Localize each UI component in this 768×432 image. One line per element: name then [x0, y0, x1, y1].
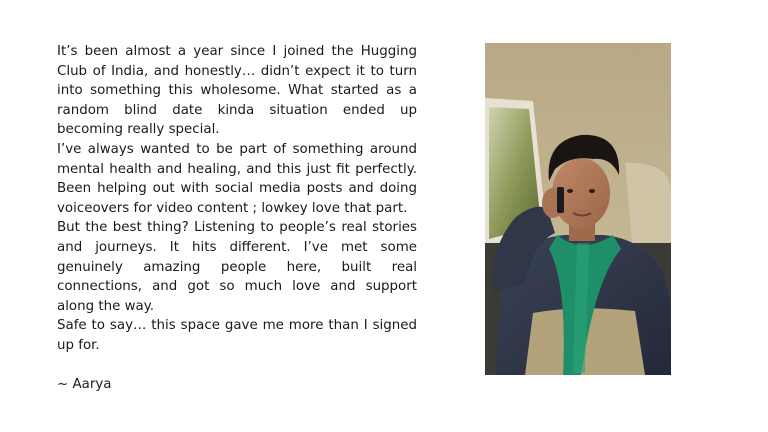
signature: ~ Aarya: [57, 377, 112, 393]
left-eye: [567, 189, 573, 193]
right-eye: [589, 189, 595, 193]
phone-icon: [557, 187, 564, 213]
testimonial-text: [57, 42, 417, 395]
paragraph-2: I’ve always wanted to be part of something around mental health and healing, and this just fit perfectly. Been helping out with social media posts and doing voiceovers for video content ; lowkey love that part.: [57, 141, 417, 216]
paragraph-4: Safe to say… this space gave me more than I signed up for.: [57, 318, 417, 353]
paragraph-1: It’s been almost a year since I joined the Hugging Club of India, and honestly… didn’t expect it to turn into something this wholesome. What started as a random blind date kinda situation ended up becoming really special.: [57, 44, 417, 138]
portrait-illustration: [485, 43, 671, 375]
paragraph-3: But the best thing? Listening to people’s real stories and journeys. It hits different. I’ve met some genuinely amazing people here, built real connections, and got so much love and support along the way.: [57, 220, 417, 314]
portrait-photo: [485, 43, 671, 375]
